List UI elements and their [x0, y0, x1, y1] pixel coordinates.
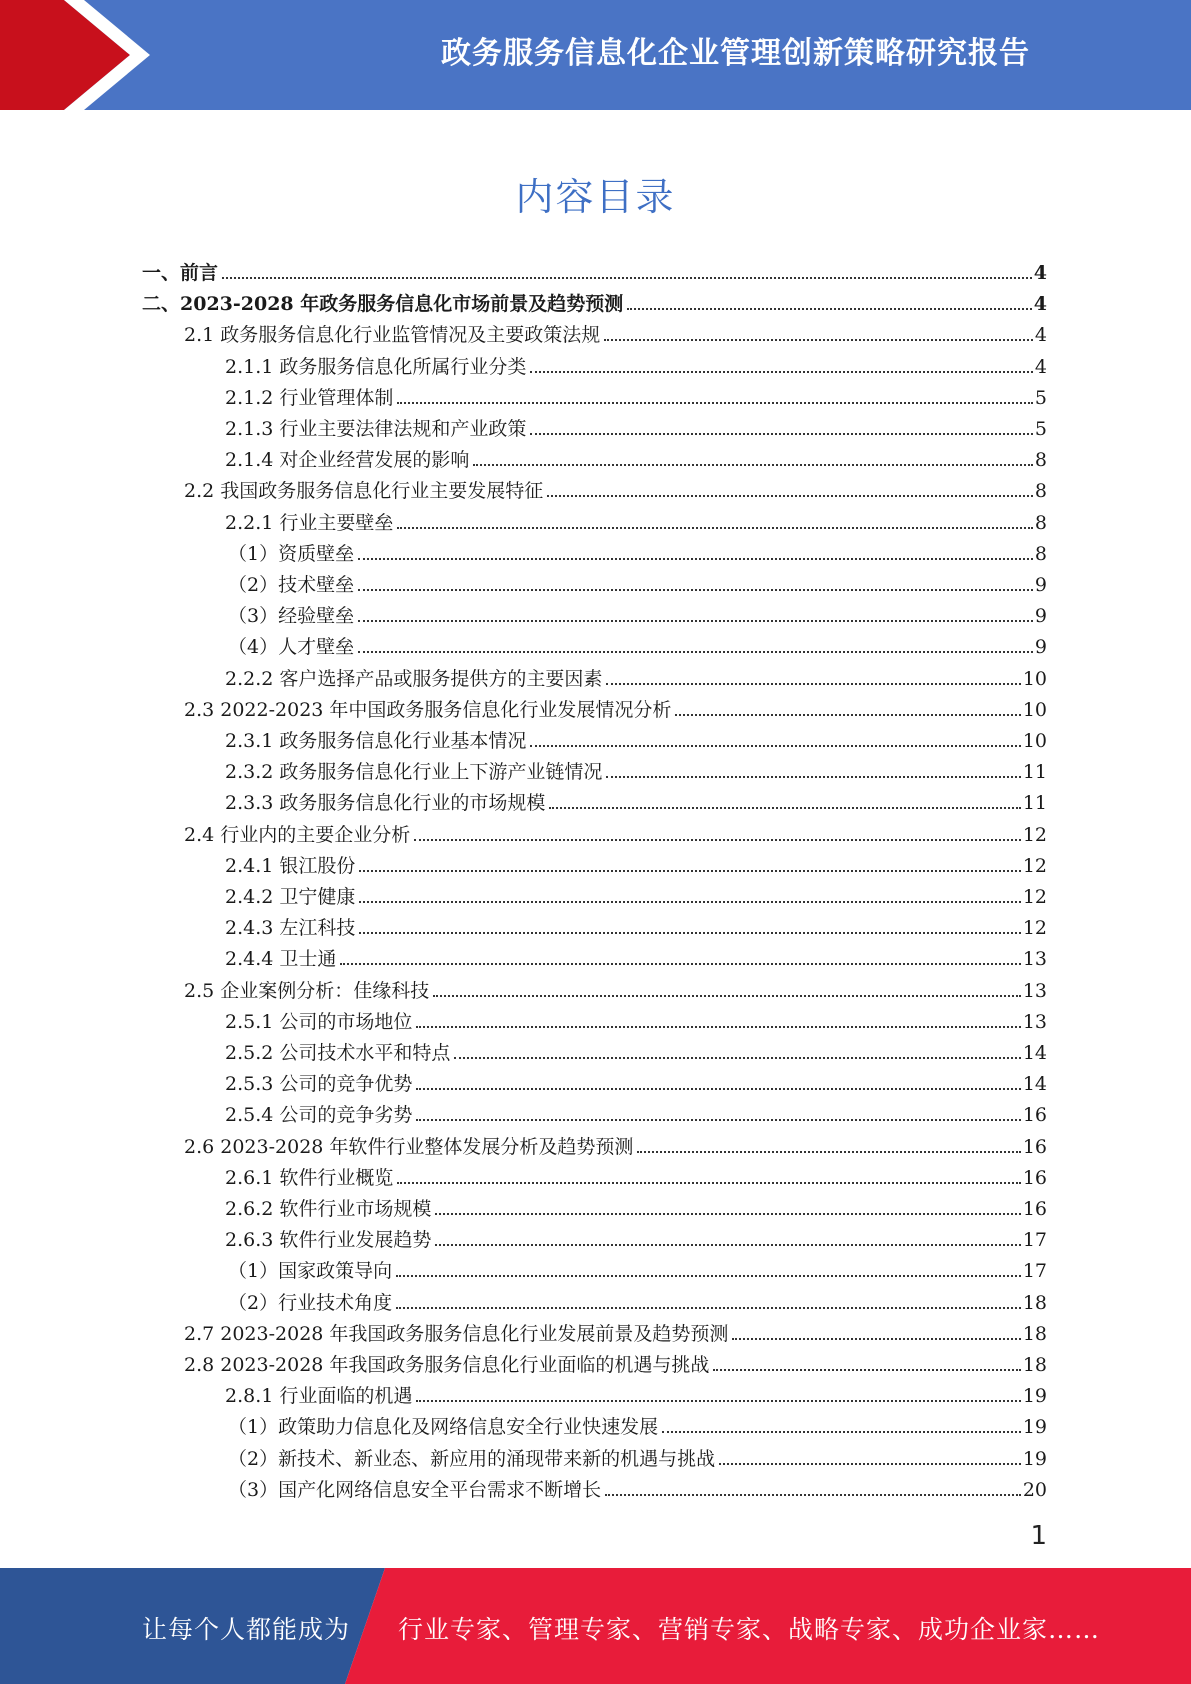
toc-leader-dots [358, 651, 1033, 653]
toc-leader-dots [549, 807, 1020, 809]
toc-entry-page: 13 [1022, 979, 1047, 1002]
toc-entry[interactable] [228, 1252, 1047, 1283]
toc-entry[interactable] [225, 441, 1047, 472]
toc-entry-page: 14 [1022, 1073, 1047, 1096]
toc-leader-dots [416, 1400, 1020, 1402]
toc-leader-dots [605, 1494, 1021, 1496]
toc-entry-label: 2.4.1 银江股份 [225, 854, 356, 877]
toc-entry[interactable] [228, 1408, 1047, 1439]
toc-entry[interactable] [142, 254, 1047, 285]
toc-entry-label: 2.4.4 卫士通 [225, 948, 337, 971]
toc-entry-label: 2.5.3 公司的竞争优势 [225, 1073, 413, 1096]
toc-entry[interactable] [225, 1190, 1047, 1221]
toc-entry[interactable] [228, 1471, 1047, 1502]
toc-leader-dots [414, 839, 1021, 841]
toc-entry[interactable] [184, 972, 1047, 1003]
toc-entry-label: 2.1.1 政务服务信息化所属行业分类 [225, 355, 527, 378]
toc-entry[interactable] [225, 1221, 1047, 1252]
toc-heading: 内容目录 [515, 175, 676, 219]
toc-entry-page: 8 [1034, 449, 1047, 472]
toc-entry[interactable] [225, 379, 1047, 410]
toc-entry-page: 5 [1034, 386, 1047, 409]
toc-leader-dots [416, 1088, 1020, 1090]
toc-entry-page: 19 [1022, 1416, 1047, 1439]
toc-entry-label: 二、2023-2028 年政务服务信息化市场前景及趋势预测 [142, 293, 624, 316]
toc-entry-label: 2.1.3 行业主要法律法规和产业政策 [225, 418, 527, 440]
toc-entry[interactable] [225, 940, 1047, 971]
toc-leader-dots [530, 371, 1033, 373]
toc-leader-dots [713, 1369, 1020, 1371]
toc-entry-label: 2.6.1 软件行业概览 [225, 1166, 394, 1189]
toc-leader-dots [396, 1307, 1021, 1309]
toc-entry-page: 18 [1022, 1354, 1047, 1376]
toc-leader-dots [473, 464, 1033, 466]
toc-entry-label: 2.3.3 政务服务信息化行业的市场规模 [225, 792, 546, 815]
toc-leader-dots [416, 1119, 1020, 1121]
toc-entry-page: 10 [1022, 698, 1047, 721]
toc-entry-label: （1）资质壁垒 [228, 542, 355, 565]
toc-entry-label: （2）行业技术角度 [228, 1291, 393, 1314]
toc-entry-label: 2.4.2 卫宁健康 [225, 886, 356, 908]
toc-entry-label: 2.4 行业内的主要企业分析 [184, 823, 411, 846]
toc-leader-dots [435, 1213, 1020, 1215]
toc-entry[interactable] [184, 1128, 1047, 1159]
toc-entry[interactable] [184, 816, 1047, 847]
toc-entry-page: 20 [1022, 1478, 1047, 1501]
page-header [0, 0, 1191, 110]
toc-entry[interactable] [225, 348, 1047, 379]
toc-entry[interactable] [225, 722, 1047, 753]
toc-leader-dots [675, 714, 1020, 716]
toc-entry-label: 2.3.2 政务服务信息化行业上下游产业链情况 [225, 761, 603, 784]
toc-leader-dots [397, 402, 1033, 404]
toc-entry-page: 9 [1034, 605, 1047, 628]
toc-entry-label: 2.6 2023-2028 年软件行业整体发展分析及趋势预测 [184, 1135, 634, 1158]
toc-leader-dots [435, 1244, 1020, 1246]
toc-entry-label: （3）国产化网络信息安全平台需求不断增长 [228, 1478, 602, 1501]
toc-entry[interactable] [228, 597, 1047, 628]
toc-entry[interactable] [225, 660, 1047, 691]
toc-entry-page: 14 [1022, 1042, 1047, 1064]
toc-entry[interactable] [184, 1315, 1047, 1346]
toc-entry-label: 2.6.2 软件行业市场规模 [225, 1198, 432, 1220]
toc-leader-dots [340, 963, 1020, 965]
toc-leader-dots [719, 1463, 1021, 1465]
toc-entry-page: 8 [1034, 542, 1047, 565]
toc-entry-label: 2.6.3 软件行业发展趋势 [225, 1229, 432, 1252]
page-number: 1 [1030, 1521, 1047, 1551]
toc-leader-dots [454, 1057, 1020, 1059]
page-footer [0, 1568, 1191, 1684]
toc-entry-page: 11 [1022, 761, 1047, 784]
toc-entry-label: 2.1 政务服务信息化行业监管情况及主要政策法规 [184, 324, 601, 347]
toc-entry-page: 16 [1022, 1166, 1047, 1189]
toc-entry-label: 2.2.2 客户选择产品或服务提供方的主要因素 [225, 667, 603, 690]
toc-entry-page: 12 [1022, 886, 1047, 908]
toc-entry-page: 12 [1022, 823, 1047, 846]
toc-leader-dots [606, 683, 1020, 685]
toc-entry[interactable] [225, 1159, 1047, 1190]
toc-entry-label: （1）国家政策导向 [228, 1260, 393, 1283]
toc-entry[interactable] [225, 847, 1047, 878]
toc-entry[interactable] [228, 1440, 1047, 1471]
toc-entry-page: 11 [1022, 792, 1047, 815]
toc-entry[interactable] [225, 410, 1047, 441]
toc-entry-label: 2.8 2023-2028 年我国政务服务信息化行业面临的机遇与挑战 [184, 1354, 710, 1376]
toc-entry-page: 9 [1034, 636, 1047, 659]
toc-entry[interactable] [184, 316, 1047, 347]
toc-entry[interactable] [228, 628, 1047, 659]
toc-entry-page: 19 [1022, 1385, 1047, 1408]
toc-entry[interactable] [184, 1346, 1047, 1377]
toc-entry-label: 2.5.4 公司的竞争劣势 [225, 1104, 413, 1127]
toc-leader-dots [359, 901, 1020, 903]
toc-entry-page: 10 [1022, 730, 1047, 752]
toc-entry-label: 2.5.1 公司的市场地位 [225, 1010, 413, 1033]
toc-leader-dots [433, 995, 1021, 997]
toc-entry-page: 13 [1022, 1010, 1047, 1033]
toc-entry-page: 13 [1022, 948, 1047, 971]
toc-entry-page: 16 [1022, 1135, 1047, 1158]
toc-entry-label: 2.4.3 左江科技 [225, 917, 356, 940]
toc-entry-page: 4 [1033, 293, 1047, 316]
toc-entry-label: （1）政策助力信息化及网络信息安全行业快速发展 [228, 1416, 659, 1439]
toc-entry-label: （3）经验壁垒 [228, 605, 355, 628]
toc-leader-dots [358, 558, 1033, 560]
footer-slogan-right: 行业专家、管理专家、营销专家、战略专家、成功企业家…… [398, 1615, 1101, 1644]
toc-entry[interactable] [225, 753, 1047, 784]
toc-leader-dots [358, 589, 1033, 591]
toc-entry-label: 2.8.1 行业面临的机遇 [225, 1385, 413, 1408]
toc-entry-page: 10 [1022, 667, 1047, 690]
toc-leader-dots [358, 620, 1033, 622]
toc-leader-dots [637, 1151, 1020, 1153]
toc-leader-dots [359, 932, 1020, 934]
toc-entry[interactable] [225, 1377, 1047, 1408]
toc-leader-dots [530, 433, 1033, 435]
toc-entry-label: 2.1.2 行业管理体制 [225, 386, 394, 409]
toc-leader-dots [547, 495, 1033, 497]
toc-entry-page: 9 [1034, 574, 1047, 596]
toc-entry-page: 17 [1022, 1260, 1047, 1283]
toc-entry[interactable] [225, 878, 1047, 909]
toc-leader-dots [397, 527, 1033, 529]
toc-entry-label: 2.7 2023-2028 年我国政务服务信息化行业发展前景及趋势预测 [184, 1322, 729, 1345]
toc-leader-dots [530, 745, 1020, 747]
toc-entry[interactable] [184, 472, 1047, 503]
toc-entry-label: 2.2 我国政务服务信息化行业主要发展特征 [184, 480, 544, 503]
toc-entry-label: 2.2.1 行业主要壁垒 [225, 511, 394, 534]
toc-entry-label: 2.5 企业案例分析：佳缘科技 [184, 979, 430, 1002]
toc-entry[interactable] [225, 1096, 1047, 1127]
toc-entry[interactable] [184, 691, 1047, 722]
toc-leader-dots [222, 277, 1032, 279]
toc-entry[interactable] [142, 285, 1047, 316]
toc-entry-page: 4 [1034, 324, 1047, 347]
toc-entry-page: 18 [1022, 1291, 1047, 1314]
toc-leader-dots [359, 870, 1020, 872]
toc-entry-page: 17 [1022, 1229, 1047, 1252]
footer-slogan-left: 让每个人都能成为 [142, 1615, 351, 1644]
toc-entry-label: 2.3.1 政务服务信息化行业基本情况 [225, 730, 527, 752]
toc-entry[interactable] [228, 566, 1047, 597]
toc-leader-dots [662, 1431, 1021, 1433]
report-title: 政务服务信息化企业管理创新策略研究报告 [441, 36, 1030, 71]
toc-entry-page: 4 [1033, 262, 1047, 284]
toc-entry-page: 18 [1022, 1322, 1047, 1345]
toc-entry[interactable] [225, 1034, 1047, 1065]
toc-entry-label: （2）新技术、新业态、新应用的涌现带来新的机遇与挑战 [228, 1447, 716, 1470]
toc-entry[interactable] [225, 909, 1047, 940]
toc-entry[interactable] [228, 1284, 1047, 1315]
toc-entry[interactable] [225, 1003, 1047, 1034]
toc-leader-dots [732, 1338, 1020, 1340]
toc-entry-label: （2）技术壁垒 [228, 574, 355, 596]
toc-entry[interactable] [225, 504, 1047, 535]
toc-entry-page: 12 [1022, 854, 1047, 877]
toc-entry-page: 19 [1022, 1447, 1047, 1470]
toc-entry-label: （4）人才壁垒 [228, 636, 355, 659]
toc-leader-dots [396, 1275, 1021, 1277]
toc-leader-dots [606, 776, 1020, 778]
toc-leader-dots [416, 1026, 1020, 1028]
toc-entry-page: 5 [1034, 418, 1047, 440]
toc-entry[interactable] [225, 784, 1047, 815]
toc-entry[interactable] [225, 1065, 1047, 1096]
toc-entry-label: 一、前言 [142, 262, 219, 284]
toc-entry-label: 2.5.2 公司技术水平和特点 [225, 1042, 451, 1064]
toc-entry-page: 16 [1022, 1104, 1047, 1127]
toc-entry-page: 16 [1022, 1198, 1047, 1220]
toc-entry-page: 8 [1034, 511, 1047, 534]
toc-entry-label: 2.3 2022-2023 年中国政务服务信息化行业发展情况分析 [184, 698, 672, 721]
toc-entry-label: 2.1.4 对企业经营发展的影响 [225, 449, 470, 472]
toc-entry-page: 4 [1034, 355, 1047, 378]
toc-entry-page: 8 [1034, 480, 1047, 503]
toc-leader-dots [604, 339, 1033, 341]
toc-leader-dots [397, 1182, 1020, 1184]
toc-entry-page: 12 [1022, 917, 1047, 940]
toc-entry[interactable] [228, 535, 1047, 566]
toc-leader-dots [627, 308, 1032, 310]
